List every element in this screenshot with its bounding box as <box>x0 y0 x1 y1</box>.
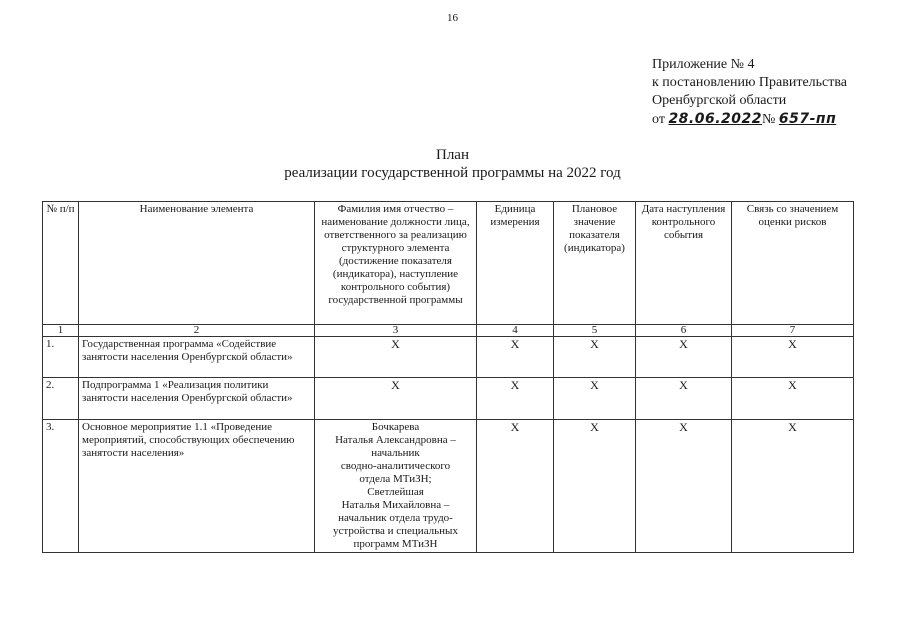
header-risk-link: Связь со значением оценки рисков <box>732 202 854 325</box>
number-prefix: № <box>762 112 776 127</box>
row-responsible-line: устройства и специальных <box>333 525 458 537</box>
table-row <box>43 420 854 553</box>
page-number: 16 <box>447 12 458 24</box>
row-responsible-line: Светлейшая <box>367 486 424 498</box>
handwritten-number: 657-пп <box>778 111 837 127</box>
plan-table <box>42 201 854 553</box>
column-number: 6 <box>636 325 732 337</box>
row-responsible-line: программ МТиЗН <box>353 538 438 550</box>
column-number: 7 <box>732 325 854 337</box>
title-line-1: План <box>435 147 469 163</box>
row-responsible-line: Наталья Михайловна – <box>341 499 450 511</box>
row-risk-link: Х <box>732 378 854 420</box>
row-element-name: Государственная программа «Содействие занятости населения Оренбургской области» <box>79 337 315 378</box>
row-responsible-line: Х <box>391 378 400 392</box>
row-number: 1. <box>43 337 79 378</box>
header-event-date: Дата наступления контрольного события <box>636 202 732 325</box>
row-responsible-line: начальник <box>371 447 420 459</box>
row-responsible-line: Бочкарева <box>371 421 420 433</box>
column-number: 4 <box>477 325 554 337</box>
header-element-name: Наименование элемента <box>79 202 315 325</box>
row-responsible-line: Наталья Александровна – <box>335 434 456 446</box>
row-planned-value: Х <box>554 337 636 378</box>
row-planned-value: Х <box>554 378 636 420</box>
header-number: № п/п <box>43 202 79 325</box>
title-line-2: реализации государственной программы на 2022 год <box>284 165 621 181</box>
row-responsible <box>315 420 477 553</box>
row-number: 2. <box>43 378 79 420</box>
appendix-block <box>652 56 847 129</box>
column-number: 1 <box>43 325 79 337</box>
appendix-region: Оренбургской области <box>652 93 787 108</box>
column-number: 5 <box>554 325 636 337</box>
header-unit: Единица измерения <box>477 202 554 325</box>
column-number: 3 <box>315 325 477 337</box>
document-title <box>0 146 905 182</box>
row-element-name: Подпрограмма 1 «Реализация политики занятости населения Оренбургской области» <box>79 378 315 420</box>
row-event-date: Х <box>636 378 732 420</box>
row-risk-link: Х <box>732 420 854 553</box>
row-responsible <box>315 378 477 420</box>
appendix-date-line <box>652 110 847 129</box>
date-prefix: от <box>652 112 665 127</box>
column-number: 2 <box>79 325 315 337</box>
header-responsible: Фамилия имя отчество – наименование должности лица, ответственного за реализацию структурного элемента (достижение показателя (индикатора), наступление контрольного события) государственной программы <box>315 202 477 325</box>
row-responsible-line: сводно-аналитического <box>340 460 451 472</box>
row-risk-link: Х <box>732 337 854 378</box>
row-event-date: Х <box>636 337 732 378</box>
row-unit: Х <box>477 337 554 378</box>
row-unit: Х <box>477 378 554 420</box>
appendix-title: Приложение № 4 <box>652 57 755 72</box>
appendix-resolution: к постановлению Правительства <box>652 75 848 90</box>
table-row <box>43 378 854 420</box>
header-planned-value: Плановое значение показателя (индикатора) <box>554 202 636 325</box>
row-unit: Х <box>477 420 554 553</box>
row-number: 3. <box>43 420 79 553</box>
row-planned-value: Х <box>554 420 636 553</box>
row-event-date: Х <box>636 420 732 553</box>
column-number-row <box>43 325 854 337</box>
row-responsible-line: начальник отдела трудо- <box>338 512 453 524</box>
row-responsible-line: отдела МТиЗН; <box>359 473 432 485</box>
row-responsible <box>315 337 477 378</box>
row-responsible-line: Х <box>391 337 400 351</box>
handwritten-date: 28.06.2022 <box>668 111 763 127</box>
row-element-name: Основное мероприятие 1.1 «Проведение мероприятий, способствующих обеспечению занятости населения» <box>79 420 315 553</box>
header-row <box>43 202 854 325</box>
table-row <box>43 337 854 378</box>
